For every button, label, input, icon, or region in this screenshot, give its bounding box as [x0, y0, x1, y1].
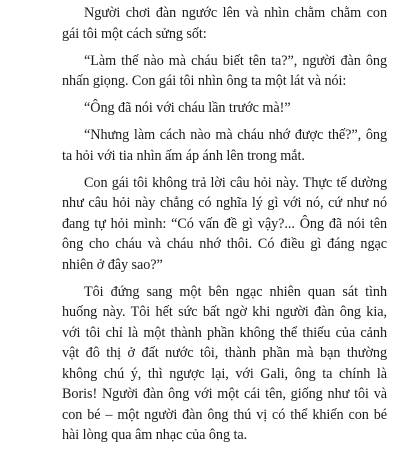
paragraph: “Làm thế nào mà cháu biết tên ta?”, người đàn ông nhấn giọng. Con gái tôi nhìn ông ta một lát và nói: [62, 52, 387, 89]
paragraph: “Nhưng làm cách nào mà cháu nhớ được thế?”, ông ta hỏi với tia nhìn ấm áp ánh lên trong mắt. [62, 127, 387, 164]
paragraph: Người chơi đàn ngước lên và nhìn chằm chằm con gái tôi một cách sửng sốt: [62, 5, 387, 42]
paragraph: “Ông đã nói với cháu lần trước mà!” [84, 100, 291, 116]
paragraph: Con gái tôi không trả lời câu hỏi này. Thực tế dường như câu hỏi này chẳng có nghĩa lý gì với nó, cứ như nó đang tự hỏi mình: “Có vấn đề gì vậy?... Ông đã nói tên ông cho cháu và cháu nhớ thôi. Có điều gì đáng ngạc nhiên ở đây sao?” [62, 174, 387, 273]
paragraph: Tôi đứng sang một bên ngạc nhiên quan sát tình huống này. Tôi hết sức bất ngờ khi người đàn ông kia, với tôi chỉ là một thành phần không thể thiếu của cảnh vật đô thị ở đất nước tôi, thành phần mà bạn thường không chú ý, thì ngược lại, với Gali, ông ta chính là Boris! Người đàn ông với một cái tên, giống như tôi và con bé – một người đàn ông thú vị có thể khiến con bé hài lòng qua âm nhạc của ông ta. [62, 283, 387, 443]
body-text [62, 0, 387, 452]
